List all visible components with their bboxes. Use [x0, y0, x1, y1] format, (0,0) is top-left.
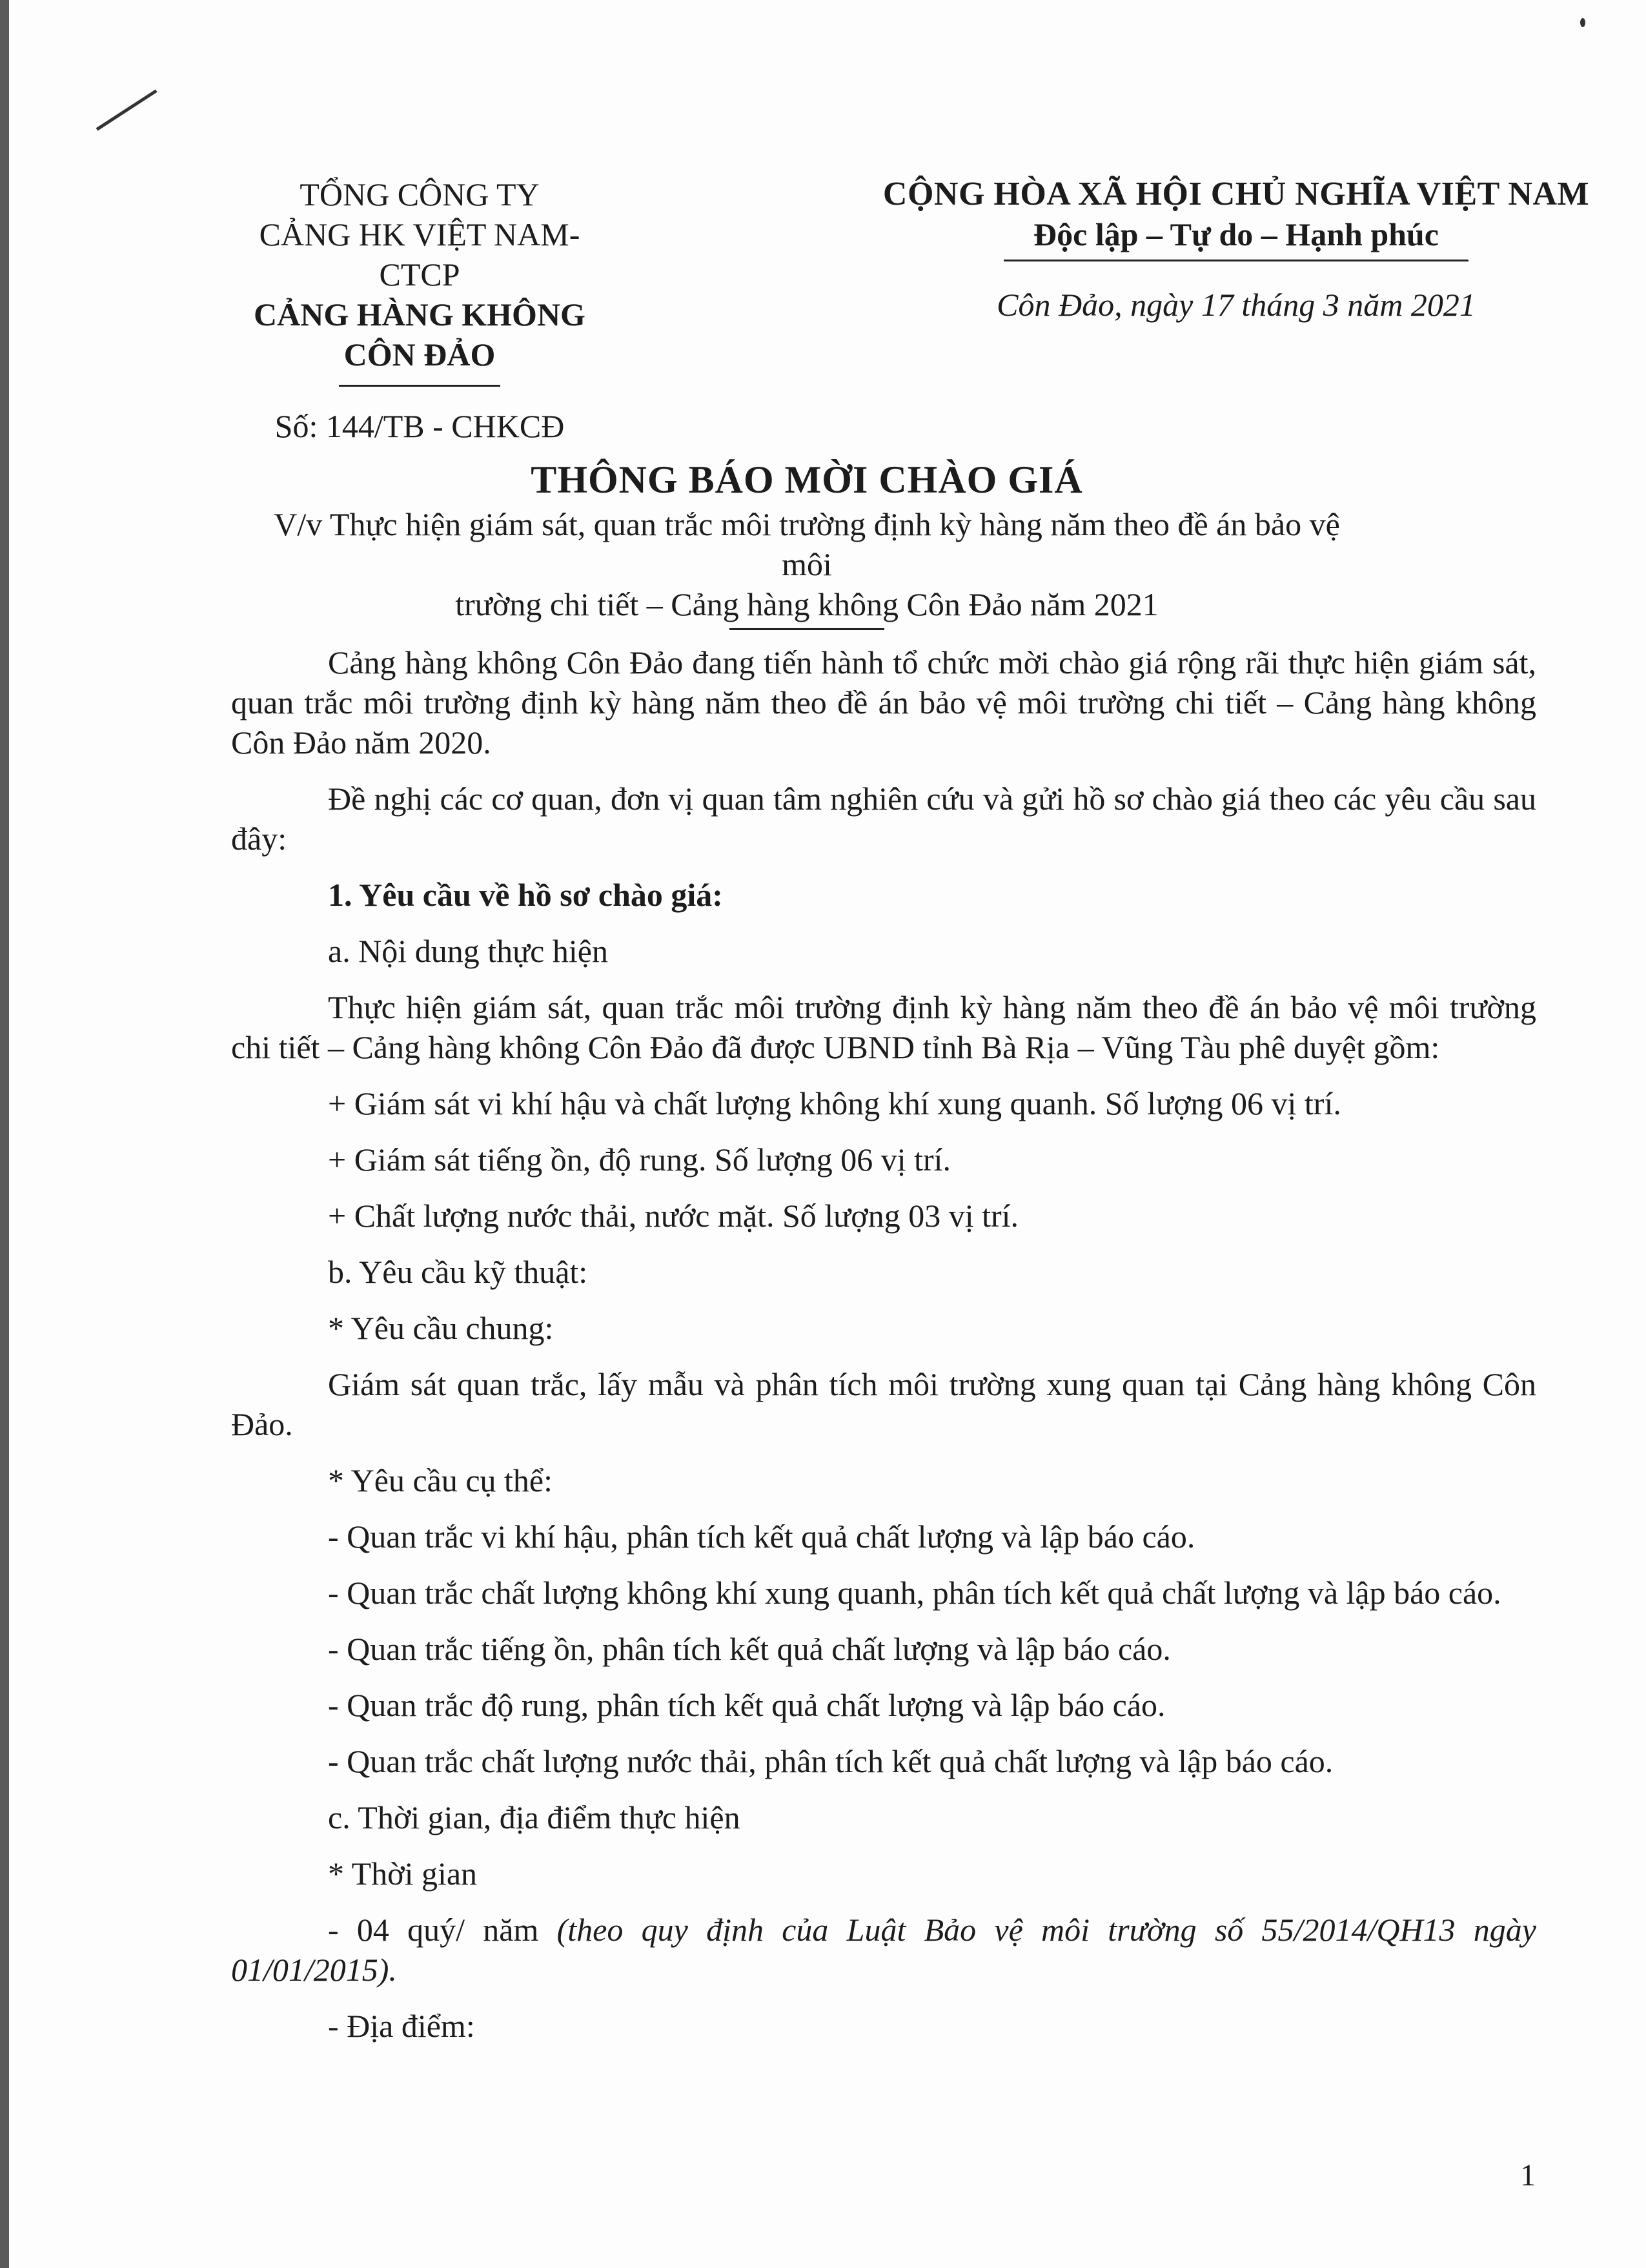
motto-underline [1004, 260, 1468, 261]
location-label: - Địa điểm: [328, 2008, 475, 2044]
intro-paragraph: Cảng hàng không Côn Đảo đang tiến hành tổ chức mời chào giá rộng rãi thực hiện giám sát, quan trắc môi trường định kỳ hàng năm theo đề án bảo vệ môi trường chi tiết – Cảng hàng không Côn Đảo năm 2020. [231, 644, 1536, 761]
issuer-name: CẢNG HÀNG KHÔNG CÔN ĐẢO [254, 296, 585, 373]
request-paragraph: Đề nghị các cơ quan, đơn vị quan tâm nghiên cứu và gửi hồ sơ chào giá theo các yêu cầu sau đây: [231, 781, 1536, 857]
specific-requirement-label: * Yêu cầu cụ thể: [328, 1462, 553, 1498]
national-header [865, 174, 1607, 325]
subject-line-2: trường chi tiết – Cảng hàng không Côn Đảo năm 2021 [455, 586, 1159, 622]
law-reference: (theo quy định của Luật Bảo vệ môi trường số 55/2014/QH13 ngày 01/01/2015). [231, 1912, 1536, 1988]
country-name: CỘNG HÒA XÃ HỘI CHỦ NGHĨA VIỆT NAM [882, 176, 1590, 212]
subsection-a: a. Nội dung thực hiện [328, 933, 608, 969]
title-underline [729, 628, 884, 630]
time-label: * Thời gian [328, 1855, 478, 1892]
pen-mark [96, 89, 157, 130]
general-requirement-label: * Yêu cầu chung: [328, 1310, 554, 1346]
dash-item: - Quan trắc độ rung, phân tích kết quả chất lượng và lập báo cáo. [328, 1687, 1166, 1723]
place-date: Côn Đảo, ngày 17 tháng 3 năm 2021 [997, 287, 1476, 323]
issuer-underline [339, 385, 500, 387]
subject-line-1: V/v Thực hiện giám sát, quan trắc môi trường định kỳ hàng năm theo đề án bảo vệ môi [274, 506, 1340, 582]
issuer-block [219, 174, 620, 446]
document-title: THÔNG BÁO MỜI CHÀO GIÁ [531, 458, 1083, 501]
plus-item: + Giám sát vi khí hậu và chất lượng không khí xung quanh. Số lượng 06 vị trí. [328, 1085, 1341, 1121]
time-text: - 04 quý/ năm [328, 1912, 557, 1948]
general-requirement-text: Giám sát quan trắc, lấy mẫu và phân tích môi trường xung quan tại Cảng hàng không Côn Đảo. [231, 1366, 1536, 1442]
page-number: 1 [1520, 2158, 1536, 2192]
subsection-c: c. Thời gian, địa điểm thực hiện [328, 1799, 740, 1835]
national-motto: Độc lập – Tự do – Hạnh phúc [1033, 216, 1439, 252]
dash-item: - Quan trắc tiếng ồn, phân tích kết quả chất lượng và lập báo cáo. [328, 1631, 1171, 1667]
document-number: Số: 144/TB - CHKCĐ [274, 408, 565, 444]
dash-item: - Quan trắc chất lượng không khí xung quanh, phân tích kết quả chất lượng và lập báo cáo. [328, 1575, 1501, 1611]
plus-item: + Chất lượng nước thải, nước mặt. Số lượng 03 vị trí. [328, 1198, 1019, 1234]
section-1-heading: 1. Yêu cầu về hồ sơ chào giá: [328, 877, 723, 913]
title-block [194, 455, 1420, 630]
subsection-b: b. Yêu cầu kỹ thuật: [328, 1254, 588, 1290]
dash-item: - Quan trắc vi khí hậu, phân tích kết quả chất lượng và lập báo cáo. [328, 1518, 1195, 1555]
dash-item: - Quan trắc chất lượng nước thải, phân tích kết quả chất lượng và lập báo cáo. [328, 1743, 1334, 1779]
scan-edge [0, 0, 9, 2268]
content-paragraph: Thực hiện giám sát, quan trắc môi trường định kỳ hàng năm theo đề án bảo vệ môi trường chi tiết – Cảng hàng không Côn Đảo đã được UBND tỉnh Bà Rịa – Vũng Tàu phê duyệt gồm: [231, 989, 1536, 1065]
issuer-parent-line2: CẢNG HK VIỆT NAM-CTCP [259, 216, 580, 292]
document-body [231, 642, 1536, 2062]
plus-item: + Giám sát tiếng ồn, độ rung. Số lượng 06 vị trí. [328, 1141, 951, 1178]
time-paragraph [231, 1910, 1536, 1990]
issuer-parent-line1: TỔNG CÔNG TY [300, 176, 540, 212]
scan-speck [1580, 18, 1585, 27]
